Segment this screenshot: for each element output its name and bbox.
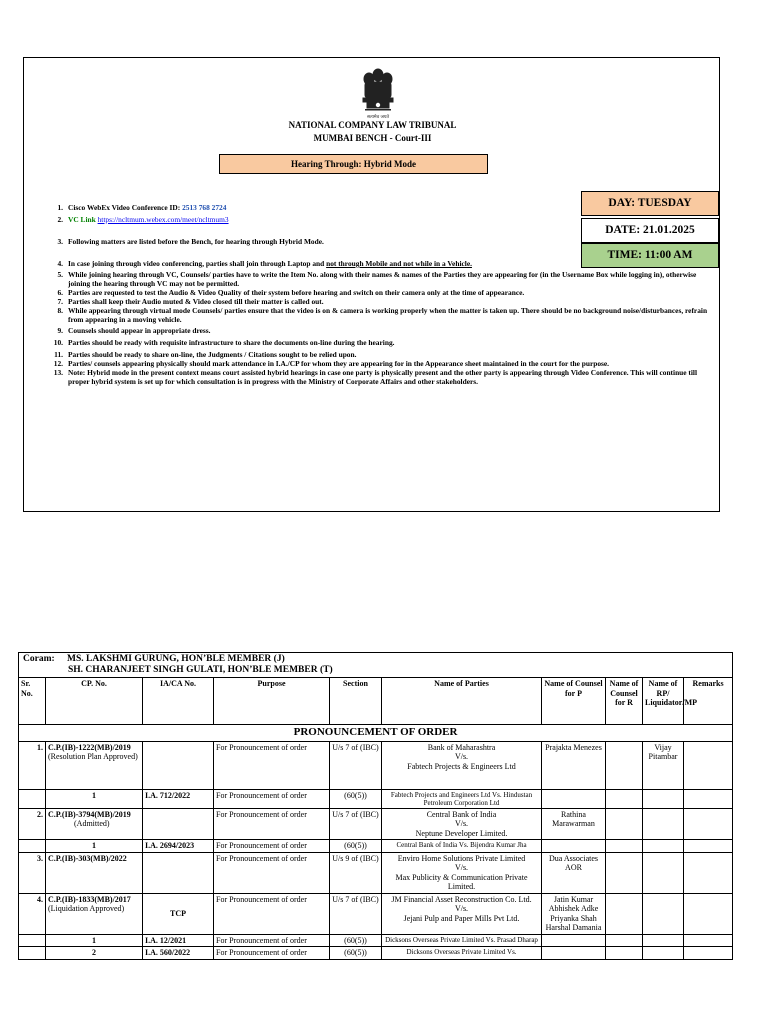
rp	[643, 852, 684, 893]
table-row	[19, 741, 733, 789]
section: U/s 7 of (IBC)	[330, 893, 382, 934]
party-1: Bank of Maharashtra	[427, 742, 496, 752]
item-number: 2.	[57, 215, 63, 224]
cp-no	[46, 808, 143, 840]
instruction-text: Parties shall keep their Audio muted & Video closed till their matter is called out.	[68, 297, 324, 306]
instruction-item	[46, 297, 718, 306]
versus: V/s.	[454, 752, 469, 761]
parties	[382, 808, 542, 840]
sr-no	[19, 840, 46, 853]
instruction-item	[46, 306, 718, 324]
instruction-item	[46, 350, 718, 359]
instruction-item	[46, 270, 718, 288]
sr-no	[19, 789, 46, 808]
party-1: Central Bank of India	[426, 809, 497, 819]
section: (60(5))	[330, 947, 382, 960]
section: (60(5))	[330, 789, 382, 808]
instruction-item	[46, 368, 718, 386]
ia-no: TCP	[143, 893, 214, 934]
purpose: For Pronouncement of order	[214, 893, 330, 934]
instruction-text: In case joining through video conferencing, parties shall join through Laptop and	[68, 259, 327, 268]
col-parties: Name of Parties	[382, 678, 542, 725]
item-number: 4.	[57, 259, 63, 268]
rp	[643, 934, 684, 947]
sr-no: 3.	[19, 852, 46, 893]
counsel-r	[606, 947, 643, 960]
counsel-p: Jatin Kumar Abhishek Adke Priyanka Shah Harshal Damania	[542, 893, 606, 934]
col-counsel-p: Name of Counsel for P	[542, 678, 606, 725]
sr-no	[19, 934, 46, 947]
counsel-r	[606, 789, 643, 808]
time-box: TIME: 11:00 AM	[581, 243, 719, 268]
counsel-p: Rathina Marawarman	[542, 808, 606, 840]
purpose: For Pronouncement of order	[214, 852, 330, 893]
vc-link-label: VC Link	[68, 215, 96, 224]
col-cp-no: CP. No.	[46, 678, 143, 725]
sub-no: 1	[46, 934, 143, 947]
col-remarks: Remarks	[684, 678, 733, 725]
remarks	[684, 934, 733, 947]
national-emblem-icon	[349, 65, 407, 123]
counsel-r	[606, 852, 643, 893]
counsel-p: Prajakta Menezes	[542, 741, 606, 789]
item-number: 5.	[57, 270, 63, 279]
sub-no: 1	[46, 840, 143, 853]
coram-member-1: MS. LAKSHMI GURUNG, HON’BLE MEMBER (J)	[67, 654, 285, 664]
cp-no: C.P.(IB)-303(MB)/2022	[46, 852, 143, 893]
col-ia-no: IA/CA No.	[143, 678, 214, 725]
section: (60(5))	[330, 840, 382, 853]
cp-number: C.P.(IB)-1222(MB)/2019	[48, 742, 131, 752]
date-box: DATE: 21.01.2025	[581, 218, 719, 243]
cp-note: (Liquidation Approved)	[48, 904, 125, 913]
remarks	[684, 893, 733, 934]
instruction-text: Parties are requested to test the Audio & Video Quality of their system before hearing and switch on their camera only at the time of appearance.	[68, 288, 525, 297]
parties: Fabtech Projects and Engineers Ltd Vs. Hindustan Petroleum Corporation Ltd	[382, 789, 542, 808]
party-2: Neptune Developer Limited.	[415, 828, 508, 838]
col-sr-no: Sr. No.	[19, 678, 46, 725]
sub-no: 2	[46, 947, 143, 960]
parties	[382, 741, 542, 789]
instruction-text: Parties/ counsels appearing physically should mark attendance in I.A./CP for whom they are appearing for in the Appearance sheet maintained in the court for the purpose.	[68, 359, 610, 368]
section-title: PRONOUNCEMENT OF ORDER	[19, 725, 733, 742]
versus: V/s.	[454, 904, 469, 913]
remarks	[684, 947, 733, 960]
vc-link[interactable]: https://ncltmum.webex.com/meet/ncltmum3	[97, 215, 229, 224]
item-number: 8.	[57, 306, 63, 315]
item-number: 7.	[57, 297, 63, 306]
remarks	[684, 808, 733, 840]
org-name: NATIONAL COMPANY LAW TRIBUNAL	[288, 120, 457, 130]
parties: Dicksons Overseas Private Limited Vs. Prasad Dharap	[382, 934, 542, 947]
instruction-text-underlined: not through Mobile and not while in a Vehicle.	[326, 259, 472, 268]
section: U/s 9 of (IBC)	[330, 852, 382, 893]
parties: Dicksons Overseas Private Limited Vs.	[382, 947, 542, 960]
coram-member-2: SH. CHARANJEET SINGH GULATI, HON’BLE MEMBER (T)	[68, 665, 333, 675]
day-box: DAY: TUESDAY	[581, 191, 719, 216]
party-1: Enviro Home Solutions Private Limited	[397, 853, 526, 863]
counsel-p	[542, 840, 606, 853]
sr-no: 1.	[19, 741, 46, 789]
remarks	[684, 840, 733, 853]
bench-name: MUMBAI BENCH - Court-III	[313, 133, 432, 143]
webex-id-label: Cisco WebEx Video Conference ID:	[68, 203, 181, 212]
rp	[643, 808, 684, 840]
rp: Vijay Pitambar	[643, 741, 684, 789]
ia-no: I.A. 712/2022	[143, 789, 214, 808]
ia-no	[143, 808, 214, 840]
col-rp: Name of RP/ Liquidator/MP	[643, 678, 684, 725]
counsel-p	[542, 934, 606, 947]
col-counsel-r: Name of Counsel for R	[606, 678, 643, 725]
table-row	[19, 852, 733, 893]
parties	[382, 893, 542, 934]
col-section: Section	[330, 678, 382, 725]
coram	[19, 653, 733, 678]
instruction-item	[46, 203, 718, 212]
table-row	[19, 934, 733, 947]
cp-note: (Admitted)	[74, 819, 110, 828]
hearing-mode-banner: Hearing Through: Hybrid Mode	[219, 154, 488, 174]
remarks	[684, 741, 733, 789]
versus: V/s.	[454, 819, 469, 828]
table-row	[19, 840, 733, 853]
purpose: For Pronouncement of order	[214, 808, 330, 840]
ia-no	[143, 741, 214, 789]
sr-no: 4.	[19, 893, 46, 934]
item-number: 13.	[53, 368, 63, 377]
section: U/s 7 of (IBC)	[330, 741, 382, 789]
coram-label: Coram:	[23, 654, 55, 664]
party-2: Fabtech Projects & Engineers Ltd	[407, 761, 516, 771]
instruction-item	[46, 259, 718, 268]
purpose: For Pronouncement of order	[214, 789, 330, 808]
coram-row	[19, 653, 733, 678]
ia-no: I.A. 12/2021	[143, 934, 214, 947]
notice-box	[23, 57, 720, 512]
section: U/s 7 of (IBC)	[330, 808, 382, 840]
webex-id-value: 2513 768 2724	[182, 203, 227, 212]
counsel-p	[542, 947, 606, 960]
purpose: For Pronouncement of order	[214, 840, 330, 853]
cp-number: C.P.(IB)-1833(MB)/2017	[48, 894, 131, 904]
party-2: Max Publicity & Communication Private Limited.	[395, 872, 528, 891]
parties: Central Bank of India Vs. Bijendra Kumar Jha	[382, 840, 542, 853]
ia-no: I.A. 560/2022	[143, 947, 214, 960]
cp-no	[46, 893, 143, 934]
item-number: 6.	[57, 288, 63, 297]
party-2: Jejani Pulp and Paper Mills Pvt Ltd.	[403, 913, 520, 923]
section-row	[19, 725, 733, 742]
instruction-item	[46, 338, 718, 347]
item-number: 9.	[57, 326, 63, 335]
table-row	[19, 893, 733, 934]
counsel-r	[606, 808, 643, 840]
purpose: For Pronouncement of order	[214, 741, 330, 789]
item-number: 12.	[53, 359, 63, 368]
purpose: For Pronouncement of order	[214, 934, 330, 947]
instruction-item	[46, 215, 718, 224]
counsel-p	[542, 789, 606, 808]
rp	[643, 947, 684, 960]
ia-no: I.A. 2694/2023	[143, 840, 214, 853]
instruction-item	[46, 326, 718, 335]
instruction-item	[46, 237, 718, 246]
table-row	[19, 808, 733, 840]
sub-no: 1	[46, 789, 143, 808]
item-number: 1.	[57, 203, 63, 212]
counsel-r	[606, 840, 643, 853]
instruction-item	[46, 288, 718, 297]
instruction-text: While appearing through virtual mode Counsels/ parties ensure that the video is on & camera is working properly when the matter is taken up. There should be no background noise/disturbances, refrain from appearing in a moving vehicle.	[68, 306, 708, 324]
item-number: 10.	[53, 338, 63, 347]
cp-no	[46, 741, 143, 789]
col-purpose: Purpose	[214, 678, 330, 725]
ia-no	[143, 852, 214, 893]
counsel-r	[606, 934, 643, 947]
parties	[382, 852, 542, 893]
cause-list-table	[18, 652, 733, 960]
instruction-text: Following matters are listed before the Bench, for hearing through Hybrid Mode.	[68, 237, 324, 246]
emblem-caption: सत्यमेव जयते	[366, 115, 390, 120]
sr-no: 2.	[19, 808, 46, 840]
rp	[643, 840, 684, 853]
instruction-text: Note: Hybrid mode in the present context means court assisted hybrid hearings in case one party is physically present and the other party is appearing through Video Conference. This will continue till proper hybrid system is set up for which consultation is in progress with the Ministry of Corporate Affairs and other stakeholders.	[68, 368, 698, 386]
counsel-r	[606, 893, 643, 934]
purpose: For Pronouncement of order	[214, 947, 330, 960]
section: (60(5))	[330, 934, 382, 947]
instruction-text: Counsels should appear in appropriate dress.	[68, 326, 211, 335]
instruction-text: Parties should be ready to share on-line, the Judgments / Citations sought to be relied upon.	[68, 350, 357, 359]
instruction-item	[46, 359, 718, 368]
versus: V/s.	[454, 863, 469, 872]
cp-note: (Resolution Plan Approved)	[48, 752, 138, 761]
item-number: 3.	[57, 237, 63, 246]
rp	[643, 893, 684, 934]
party-1: JM Financial Asset Reconstruction Co. Ltd.	[391, 894, 532, 904]
sr-no	[19, 947, 46, 960]
table-row	[19, 947, 733, 960]
instruction-text: Parties should be ready with requisite infrastructure to share the documents on-line during the hearing.	[68, 338, 395, 347]
remarks	[684, 852, 733, 893]
counsel-r	[606, 741, 643, 789]
remarks	[684, 789, 733, 808]
header-row	[19, 678, 733, 725]
table-row	[19, 789, 733, 808]
rp	[643, 789, 684, 808]
instructions-list	[46, 203, 718, 386]
cp-number: C.P.(IB)-3794(MB)/2019	[48, 809, 131, 819]
instruction-text: While joining hearing through VC, Counsels/ parties have to write the Item No. along with their names & names of the Parties they are appearing for (in the Username Box while logging in), otherwise joining the hearing through VC may not be permitted.	[68, 270, 697, 288]
item-number: 11.	[54, 350, 63, 359]
counsel-p: Dua Associates AOR	[542, 852, 606, 893]
